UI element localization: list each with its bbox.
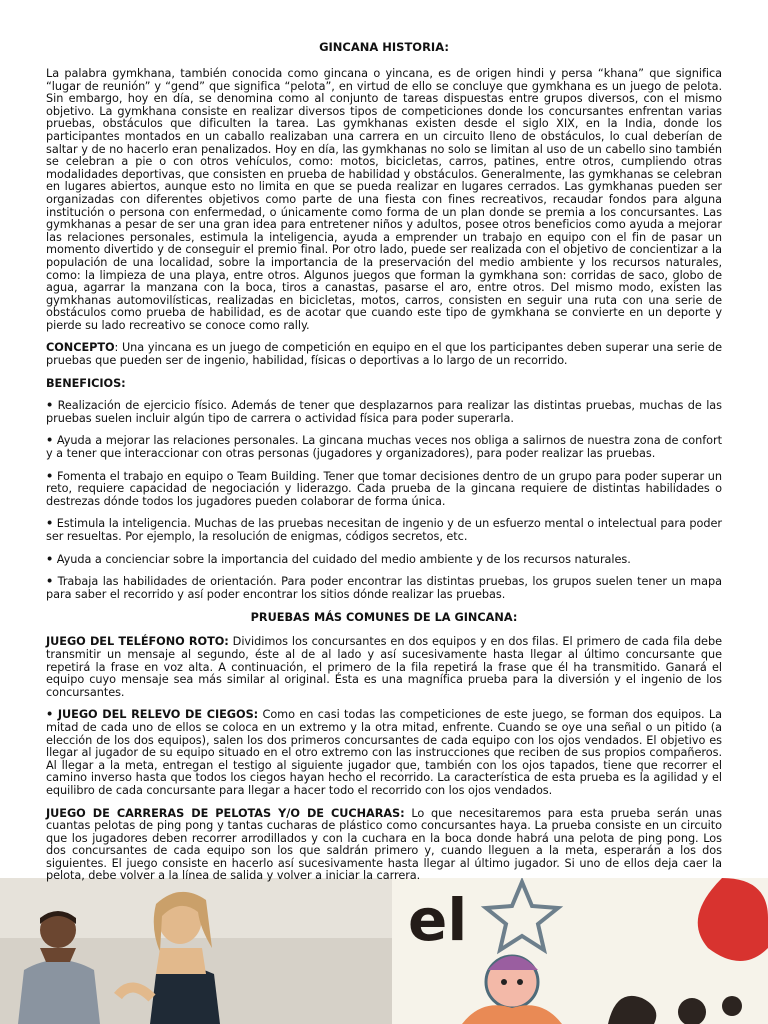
beneficio-item [46, 518, 722, 543]
concepto-paragraph [46, 342, 722, 367]
bullet-icon: • [46, 469, 54, 483]
bullet-icon: • [46, 434, 54, 448]
document-page [46, 40, 722, 893]
runners-illustration [0, 878, 392, 1024]
bullet-icon: • [46, 552, 54, 566]
beneficios-heading-text: BENEFICIOS: [46, 376, 126, 390]
concepto-label: CONCEPTO [46, 341, 115, 355]
bottom-images [0, 878, 768, 1024]
beneficio-text: Ayuda a concienciar sobre la importancia del cuidado del medio ambiente y de los recursos naturales. [56, 552, 631, 566]
beneficio-text: Trabaja las habilidades de orientación. Para poder encontrar las distintas pruebas, los grupos suelen tener un mapa para saber el recorrido y así poder encontrar los sitios dónde realizar las pruebas. [46, 575, 722, 601]
beneficio-text: Estimula la inteligencia. Muchas de las pruebas necesitan de ingenio y de un esfuerzo mental o intelectual para poder ser resueltas. Por ejemplo, la resolución de enigmas, códigos secretos, etc. [46, 517, 722, 543]
concepto-text: : Una yincana es un juego de competición en equipo en el que los participantes deben superar una serie de pruebas que pueden ser de ingenio, habilidad, físicas o deportivas a lo largo de un recorrido. [46, 341, 722, 368]
beneficio-item [46, 400, 722, 425]
cartoon-illustration [392, 878, 768, 1024]
bullet-icon: • [46, 399, 54, 413]
carreras-label: JUEGO DE CARRERAS DE PELOTAS Y/O DE CUCHARAS: [46, 806, 405, 820]
beneficio-text: Ayuda a mejorar las relaciones personales. La gincana muchas veces nos obliga a salirnos de nuestra zona de confort y a tener que interaccionar con otras personas (jugadores y organizadores), para poder realizar las pruebas. [46, 434, 722, 461]
beneficio-item [46, 435, 722, 460]
carreras-text: Lo que necesitaremos para esta prueba serán unas cuantas pelotas de ping pong y tantas cucharas de plástico como concursantes haya. La prueba consiste en un circuito que los jugadores deben recorrer arrodillados y con la cuchara en la boca donde habrá una pelota de ping pong. Los dos concursantes de cada equipo son los que saldrán primero y, cuando lleguen a la meta, esperarán a los dos siguientes. El juego consiste en hacerlo así sucesivamente hasta llegar al último jugador. Si uno de ellos deja caer la pelota, debe volver a la línea de salida y volver a iniciar la carrera. [46, 806, 722, 883]
telefono-label: JUEGO DEL TELÉFONO ROTO: [46, 635, 229, 649]
carreras-paragraph [46, 808, 722, 884]
cartoon-word: el [408, 886, 468, 954]
pruebas-heading: PRUEBAS MÁS COMUNES DE LA GINCANA: [250, 611, 518, 625]
beneficios-heading [46, 378, 722, 391]
bullet-icon: • [46, 575, 54, 589]
beneficio-item [46, 554, 722, 567]
relevo-label: JUEGO DEL RELEVO DE CIEGOS: [53, 708, 259, 722]
beneficio-item [46, 576, 722, 601]
bullet-icon: • [46, 517, 54, 531]
beneficio-text: Fomenta el trabajo en equipo o Team Building. Tener que tomar decisiones dentro de un grupo para poder superar un reto, requiere capacidad de negociación y liderazgo. Cada prueba de la gincana requiere de distintas habilidades o destrezas dónde todos los jugadores pueden colaborar de forma única. [46, 469, 723, 508]
intro-paragraph: La palabra gymkhana, también conocida como gincana o yincana, es de origen hindi y persa “khana” que significa “lugar de reunión” y “gend” que significa “pelota”, en virtud de ello se concluye que gymkhana es un juego de pelota. Sin embargo, hoy en día, se denomina como al conjunto de tareas dispuestas entre grupos diversos, con el mismo objetivo. La gymkhana consiste en realizar diversos tipos de competiciones donde los concursantes enfrentan varias pruebas, obstáculos que dificulten la tarea. Las gymkhanas existen desde el siglo XIX, en la India, donde los participantes montados en un caballo realizaban una carrera en un circuito lleno de obstáculos, lo cual deberían de saltar y de no hacerlo eran penalizados. Hoy en día, las gymkhanas no solo se limitan al uso de un cabello sino también se celebran a pie o con otros vehículos, como: motos, bicicletas, carros, patines, entre otros, cumpliendo otras modalidades deportivas, que consisten en prueba de habilidad y obstáculos. Generalmente, las gymkhanas se celebran en lugares abiertos, aunque esto no limita en que se pueda realizar en lugares cerrados. Las gymkhanas pueden ser organizadas con diferentes objetivos como parte de una fiesta con fines recreativos, recaudar fondos para alguna institución o persona con enfermedad, o únicamente como forma de un plan donde se premia a los concursantes. Las gymkhanas a pesar de ser una gran idea para entretener niños y adultos, posee otros beneficios como ayuda a mejorar las relaciones personales, estimula la inteligencia, ayuda a emprender un trabajo en equipo con el fin de pasar un momento divertido y de conseguir el premio final. Por otro lado, puede ser realizada con el objetivo de concientizar a la populación de una localidad, sobre la importancia de la preservación del medio ambiente y los recursos naturales, como: la limpieza de una playa, entre otros. Algunos juegos que forman la gymkhana son: corridas de saco, globo de agua, agarrar la manzana con la boca, tiros a canastas, pasarse el aro, entre otros. Del mismo modo, existen las gymkhanas automovilísticas, realizadas en bicicletas, motos, carros, consisten en seguir una ruta con una serie de obstáculos como prueba de habilidad, es de acotar que cuando este tipo de gymkhana se convierte en un deporte y pierde su lado recreativo se conoce como rally. [46, 67, 722, 332]
page-title: GINCANA HISTORIA: [319, 40, 449, 54]
beneficio-text: Realización de ejercicio físico. Además de tener que desplazarnos para realizar las distintas pruebas, muchas de las pruebas suelen incluir algún tipo de carrera o actividad física para poder superarla. [46, 399, 722, 425]
relevo-paragraph [46, 709, 722, 797]
bullet-icon: • [46, 708, 54, 722]
telefono-text: Dividimos los concursantes en dos equipos y en dos filas. El primero de cada fila debe transmitir un mensaje al segundo, éste al de al lado y así sucesivamente hasta llegar al último concursante que repetirá la frase en voz alta. A continuación, el primero de la fila repetirá la frase que él ha transmitido. Ganará el equipo cuyo mensaje sea más similar al original. Ésta es una magnífica prueba para la diversión y el ingenio de los concursantes. [46, 635, 722, 699]
beneficio-item [46, 471, 722, 509]
telefono-paragraph [46, 636, 722, 699]
runners-photo [0, 878, 392, 1024]
relevo-text: Como en casi todas las competiciones de este juego, se forman dos equipos. La mitad de cada uno de ellos se coloca en un extremo y la otra mitad, enfrente. Cuando se oye una señal o un pitido (a elección de los dos equipos), salen los dos primeros concursantes de cada equipo con los ojos vendados. El objetivo es llegar al jugador de su equipo situado en el otro extremo con las instrucciones que reciben de sus propios compañeros. Al llegar a la meta, entregan el testigo al siguiente jugador que, también con los ojos tapados, tiene que recorrer el camino inverso hasta que todos los ciegos hayan hecho el recorrido. La característica de esta prueba es la agilidad y el equilibro de cada concursante para llegar a hacer todo el recorrido con los ojos vendados. [46, 708, 722, 797]
